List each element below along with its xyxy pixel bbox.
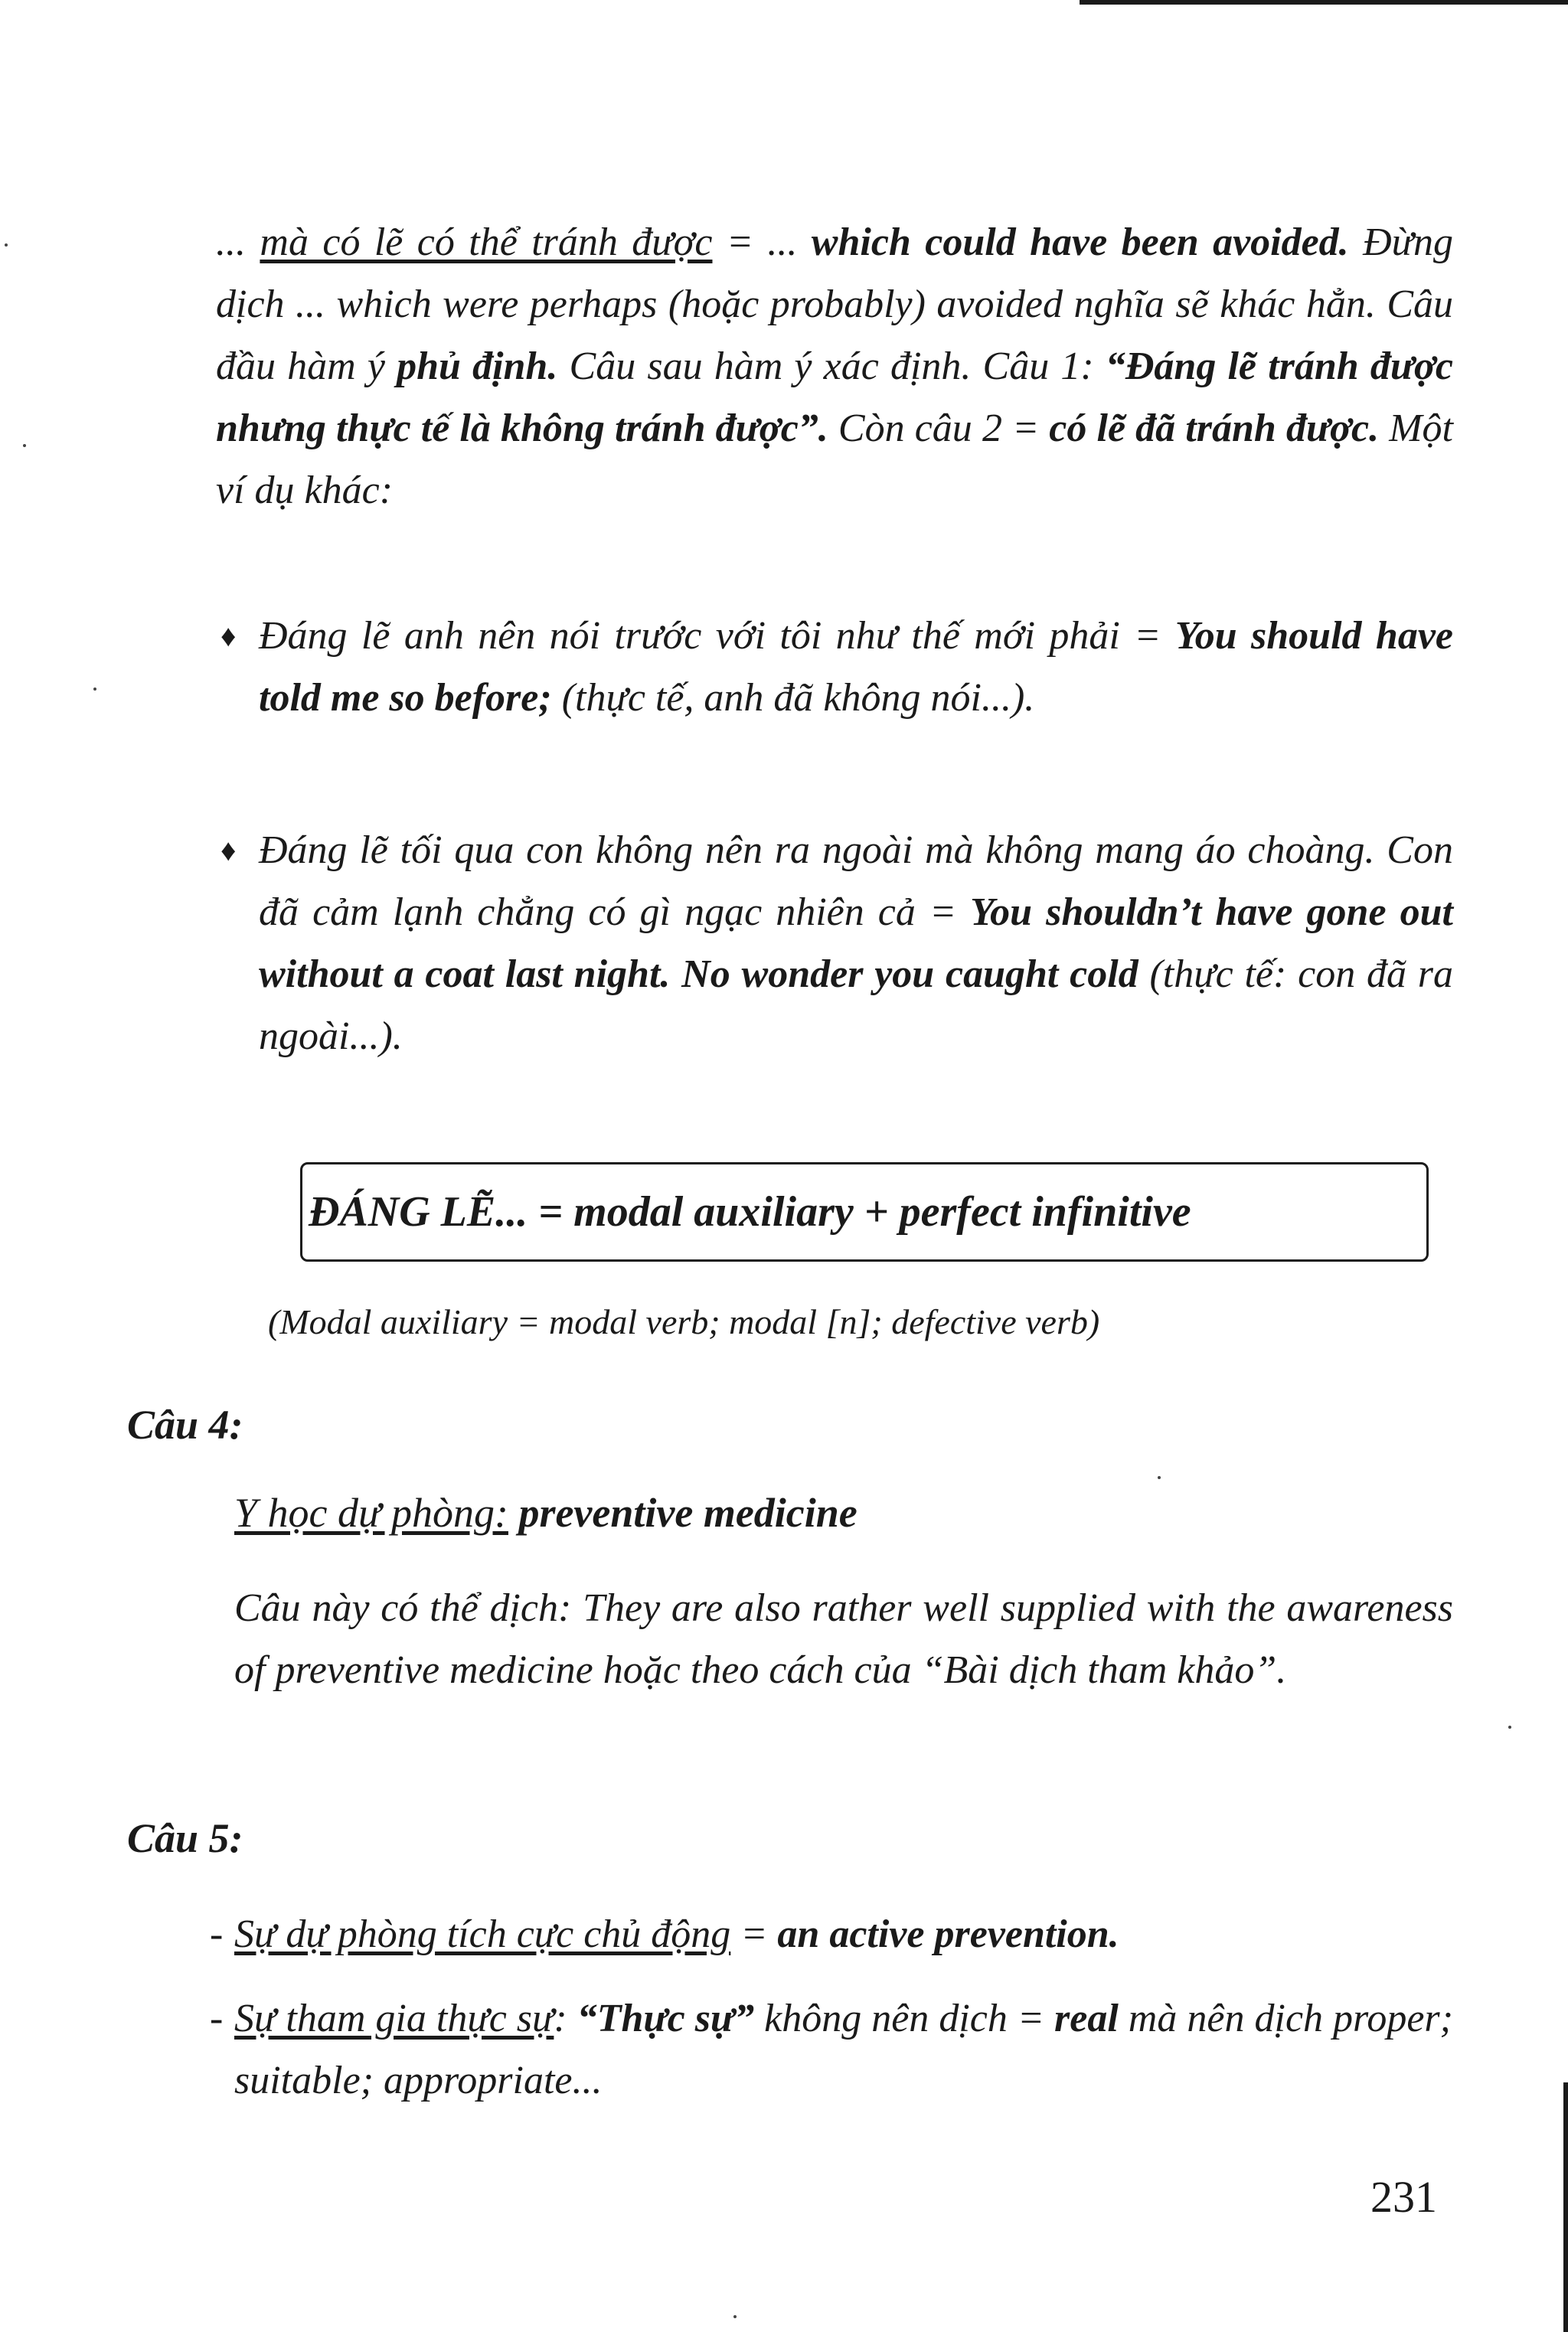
english-term: an active prevention. bbox=[777, 1912, 1119, 1956]
scan-speck bbox=[93, 688, 96, 691]
note-text-4: Một ví dụ khác: bbox=[216, 407, 1453, 512]
colon-text: : bbox=[554, 1997, 577, 2040]
english-term: preventive medicine bbox=[508, 1490, 858, 1536]
example-bullet-2 bbox=[222, 819, 1453, 1067]
explanation-paragraph bbox=[216, 211, 1453, 521]
equals-text: = ... bbox=[712, 220, 812, 264]
scan-speck bbox=[23, 444, 26, 447]
scan-speck bbox=[733, 2315, 737, 2318]
underlined-phrase: mà có lẽ có thể tránh được bbox=[260, 220, 713, 264]
bullet-text bbox=[259, 819, 1453, 1067]
diamond-bullet-icon: ♦ bbox=[220, 833, 237, 867]
note-text: không nên dịch = bbox=[754, 1997, 1055, 2040]
scan-speck bbox=[5, 243, 8, 247]
note-text: Đừng dịch ... which were perhaps (hoặc probably) avoided nghĩa sẽ khác hẳn. Câu đầu hàm ý bbox=[216, 220, 1454, 388]
vietnamese-sentence: Đáng lẽ anh nên nói trước với tôi như thế mới phải = bbox=[259, 614, 1175, 658]
equals-text: = bbox=[730, 1912, 778, 1956]
quoted-meaning: “Đáng lẽ tránh được nhưng thực tế là không tránh được”. bbox=[216, 345, 1453, 450]
english-translation: which could have been avoided. bbox=[811, 220, 1349, 264]
note-text-3: Còn câu 2 = bbox=[828, 407, 1050, 450]
cau-4-paragraph: Câu này có thể dịch: They are also rather well supplied with the awareness of preventive medicine hoặc theo cách của “Bài dịch tham khảo”. bbox=[234, 1586, 1453, 1692]
vietnamese-sentence: Đáng lẽ tối qua con không nên ra ngoài mà không mang áo choàng. Con đã cảm lạnh chẳng có gì ngạc nhiên cả = bbox=[259, 828, 1453, 934]
emphasis-negation: phủ định. bbox=[397, 345, 558, 388]
english-word: real bbox=[1054, 1997, 1119, 2040]
suggestion-text: mà nên dịch proper; suitable; appropriate... bbox=[234, 1997, 1453, 2102]
right-edge-bar bbox=[1563, 2082, 1568, 2332]
scan-speck bbox=[1508, 1726, 1511, 1729]
ellipsis-text: ... bbox=[216, 220, 260, 264]
diamond-bullet-icon: ♦ bbox=[220, 619, 237, 653]
item-text bbox=[234, 1903, 1453, 1965]
item-text bbox=[234, 1987, 1453, 2112]
dash-bullet: - bbox=[210, 1912, 224, 1956]
term-line bbox=[234, 1489, 858, 1537]
vietnamese-term: Sự tham gia thực sự bbox=[234, 1997, 554, 2040]
english-sentence: You shouldn’t have gone out without a coat last night. No wonder you caught cold bbox=[259, 890, 1453, 996]
note-text-2: Câu sau hàm ý xác định. Câu 1: bbox=[557, 345, 1106, 388]
reality-note: (thực tế, anh đã không nói...). bbox=[551, 676, 1035, 720]
formula-note: (Modal auxiliary = modal verb; modal [n]; defective verb) bbox=[268, 1302, 1100, 1341]
formula-box: ĐÁNG LẼ... = modal auxiliary + perfect infinitive bbox=[300, 1162, 1429, 1262]
vietnamese-term: Sự dự phòng tích cực chủ động bbox=[234, 1912, 731, 1956]
dash-bullet: - bbox=[210, 1997, 224, 2040]
example-bullet-1 bbox=[222, 605, 1453, 729]
section-heading-cau-5: Câu 5: bbox=[127, 1815, 243, 1861]
top-border-line bbox=[1080, 0, 1568, 5]
scan-speck bbox=[1158, 1476, 1161, 1479]
meaning-2: có lẽ đã tránh được. bbox=[1049, 407, 1380, 450]
english-sentence: You should have told me so before; bbox=[259, 614, 1453, 720]
cau-5-item-2 bbox=[210, 1987, 1453, 2112]
page-number: 231 bbox=[1370, 2172, 1437, 2222]
quoted-word: “Thực sự” bbox=[577, 1997, 755, 2040]
bullet-text bbox=[259, 605, 1453, 729]
vietnamese-term: Y học dự phòng: bbox=[234, 1490, 508, 1536]
reality-note: (thực tế: con đã ra ngoài...). bbox=[259, 952, 1453, 1058]
cau-5-item-1 bbox=[210, 1903, 1453, 1965]
section-heading-cau-4: Câu 4: bbox=[127, 1402, 243, 1448]
